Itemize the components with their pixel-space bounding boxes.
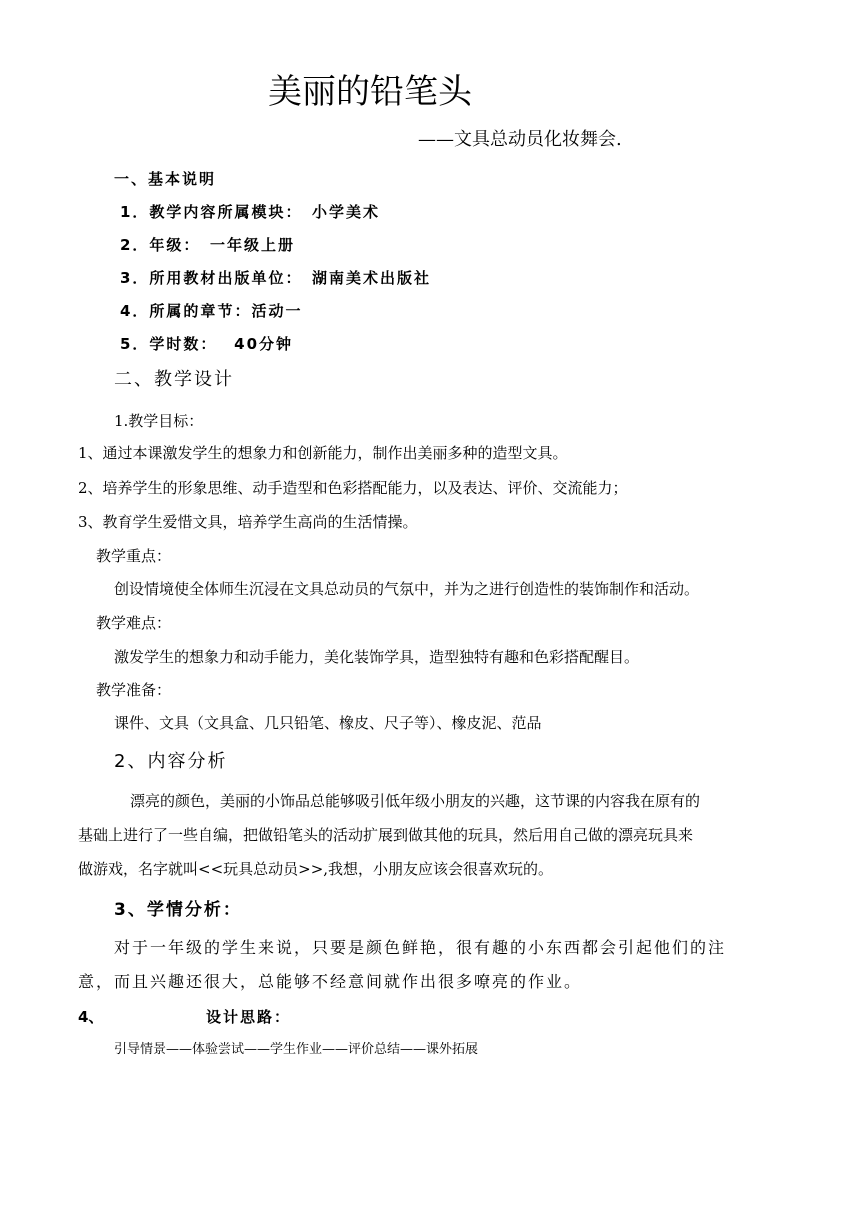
basic-item-module: 1．教学内容所属模块： 小学美术 [120, 203, 380, 221]
section1-heading: 一、基本说明 [114, 170, 217, 188]
content-analysis-line-2: 基础上进行了一些自编，把做铅笔头的活动扩展到做其他的玩具，然后用自己做的漂亮玩具来 [78, 826, 694, 844]
difficulty-label: 教学难点： [96, 614, 172, 632]
design-heading: 设计思路： [206, 1008, 292, 1026]
learner-analysis-heading: 3、学情分析： [114, 900, 242, 920]
content-analysis-line-3: 做游戏，名字就叫<<玩具总动员>>,我想，小朋友应该会很喜欢玩的。 [78, 860, 554, 878]
learner-analysis-line-1: 对于一年级的学生来说，只要是颜色鲜艳，很有趣的小东西都会引起他们的注 [114, 938, 727, 957]
basic-item-publisher: 3．所用教材出版单位： 湖南美术出版社 [120, 269, 431, 287]
basic-item-hours: 5．学时数： 40分钟 [120, 335, 294, 353]
design-flow: 引导情景——体验尝试——学生作业——评价总结——课外拓展 [114, 1042, 479, 1057]
learner-analysis-line-2: 意，而且兴趣还很大，总能够不经意间就作出很多嘹亮的作业。 [78, 972, 583, 991]
page-title: 美丽的铅笔头 [268, 72, 472, 112]
goal-line-3: 3、教育学生爱惜文具，培养学生高尚的生活情操。 [78, 513, 418, 531]
section2-heading: 二、教学设计 [114, 369, 234, 390]
basic-item-chapter: 4．所属的章节：活动一 [120, 302, 303, 320]
difficulty-text: 激发学生的想象力和动手能力，美化装饰学具，造型独特有趣和色彩搭配醒目。 [114, 648, 640, 666]
goal-line-2: 2、培养学生的形象思维、动手造型和色彩搭配能力，以及表达、评价、交流能力； [78, 479, 628, 497]
design-number: 4、 [78, 1008, 104, 1026]
goal-line-1: 1、通过本课激发学生的想象力和创新能力，制作出美丽多种的造型文具。 [78, 444, 568, 462]
content-analysis-line-1: 漂亮的颜色，美丽的小饰品总能够吸引低年级小朋友的兴趣，这节课的内容我在原有的 [130, 792, 701, 810]
basic-item-grade: 2．年级： 一年级上册 [120, 236, 295, 254]
goals-title: 1.教学目标： [114, 412, 204, 430]
preparation-label: 教学准备： [96, 681, 172, 699]
preparation-text: 课件、文具（文具盒、几只铅笔、橡皮、尺子等）、橡皮泥、范品 [114, 714, 542, 732]
key-point-label: 教学重点： [96, 547, 172, 565]
content-analysis-heading: 2、内容分析 [114, 751, 228, 772]
key-point-text: 创设情境使全体师生沉浸在文具总动员的气氛中，并为之进行创造性的装饰制作和活动。 [114, 580, 700, 598]
page-subtitle: ——文具总动员化妆舞会. [418, 129, 622, 150]
